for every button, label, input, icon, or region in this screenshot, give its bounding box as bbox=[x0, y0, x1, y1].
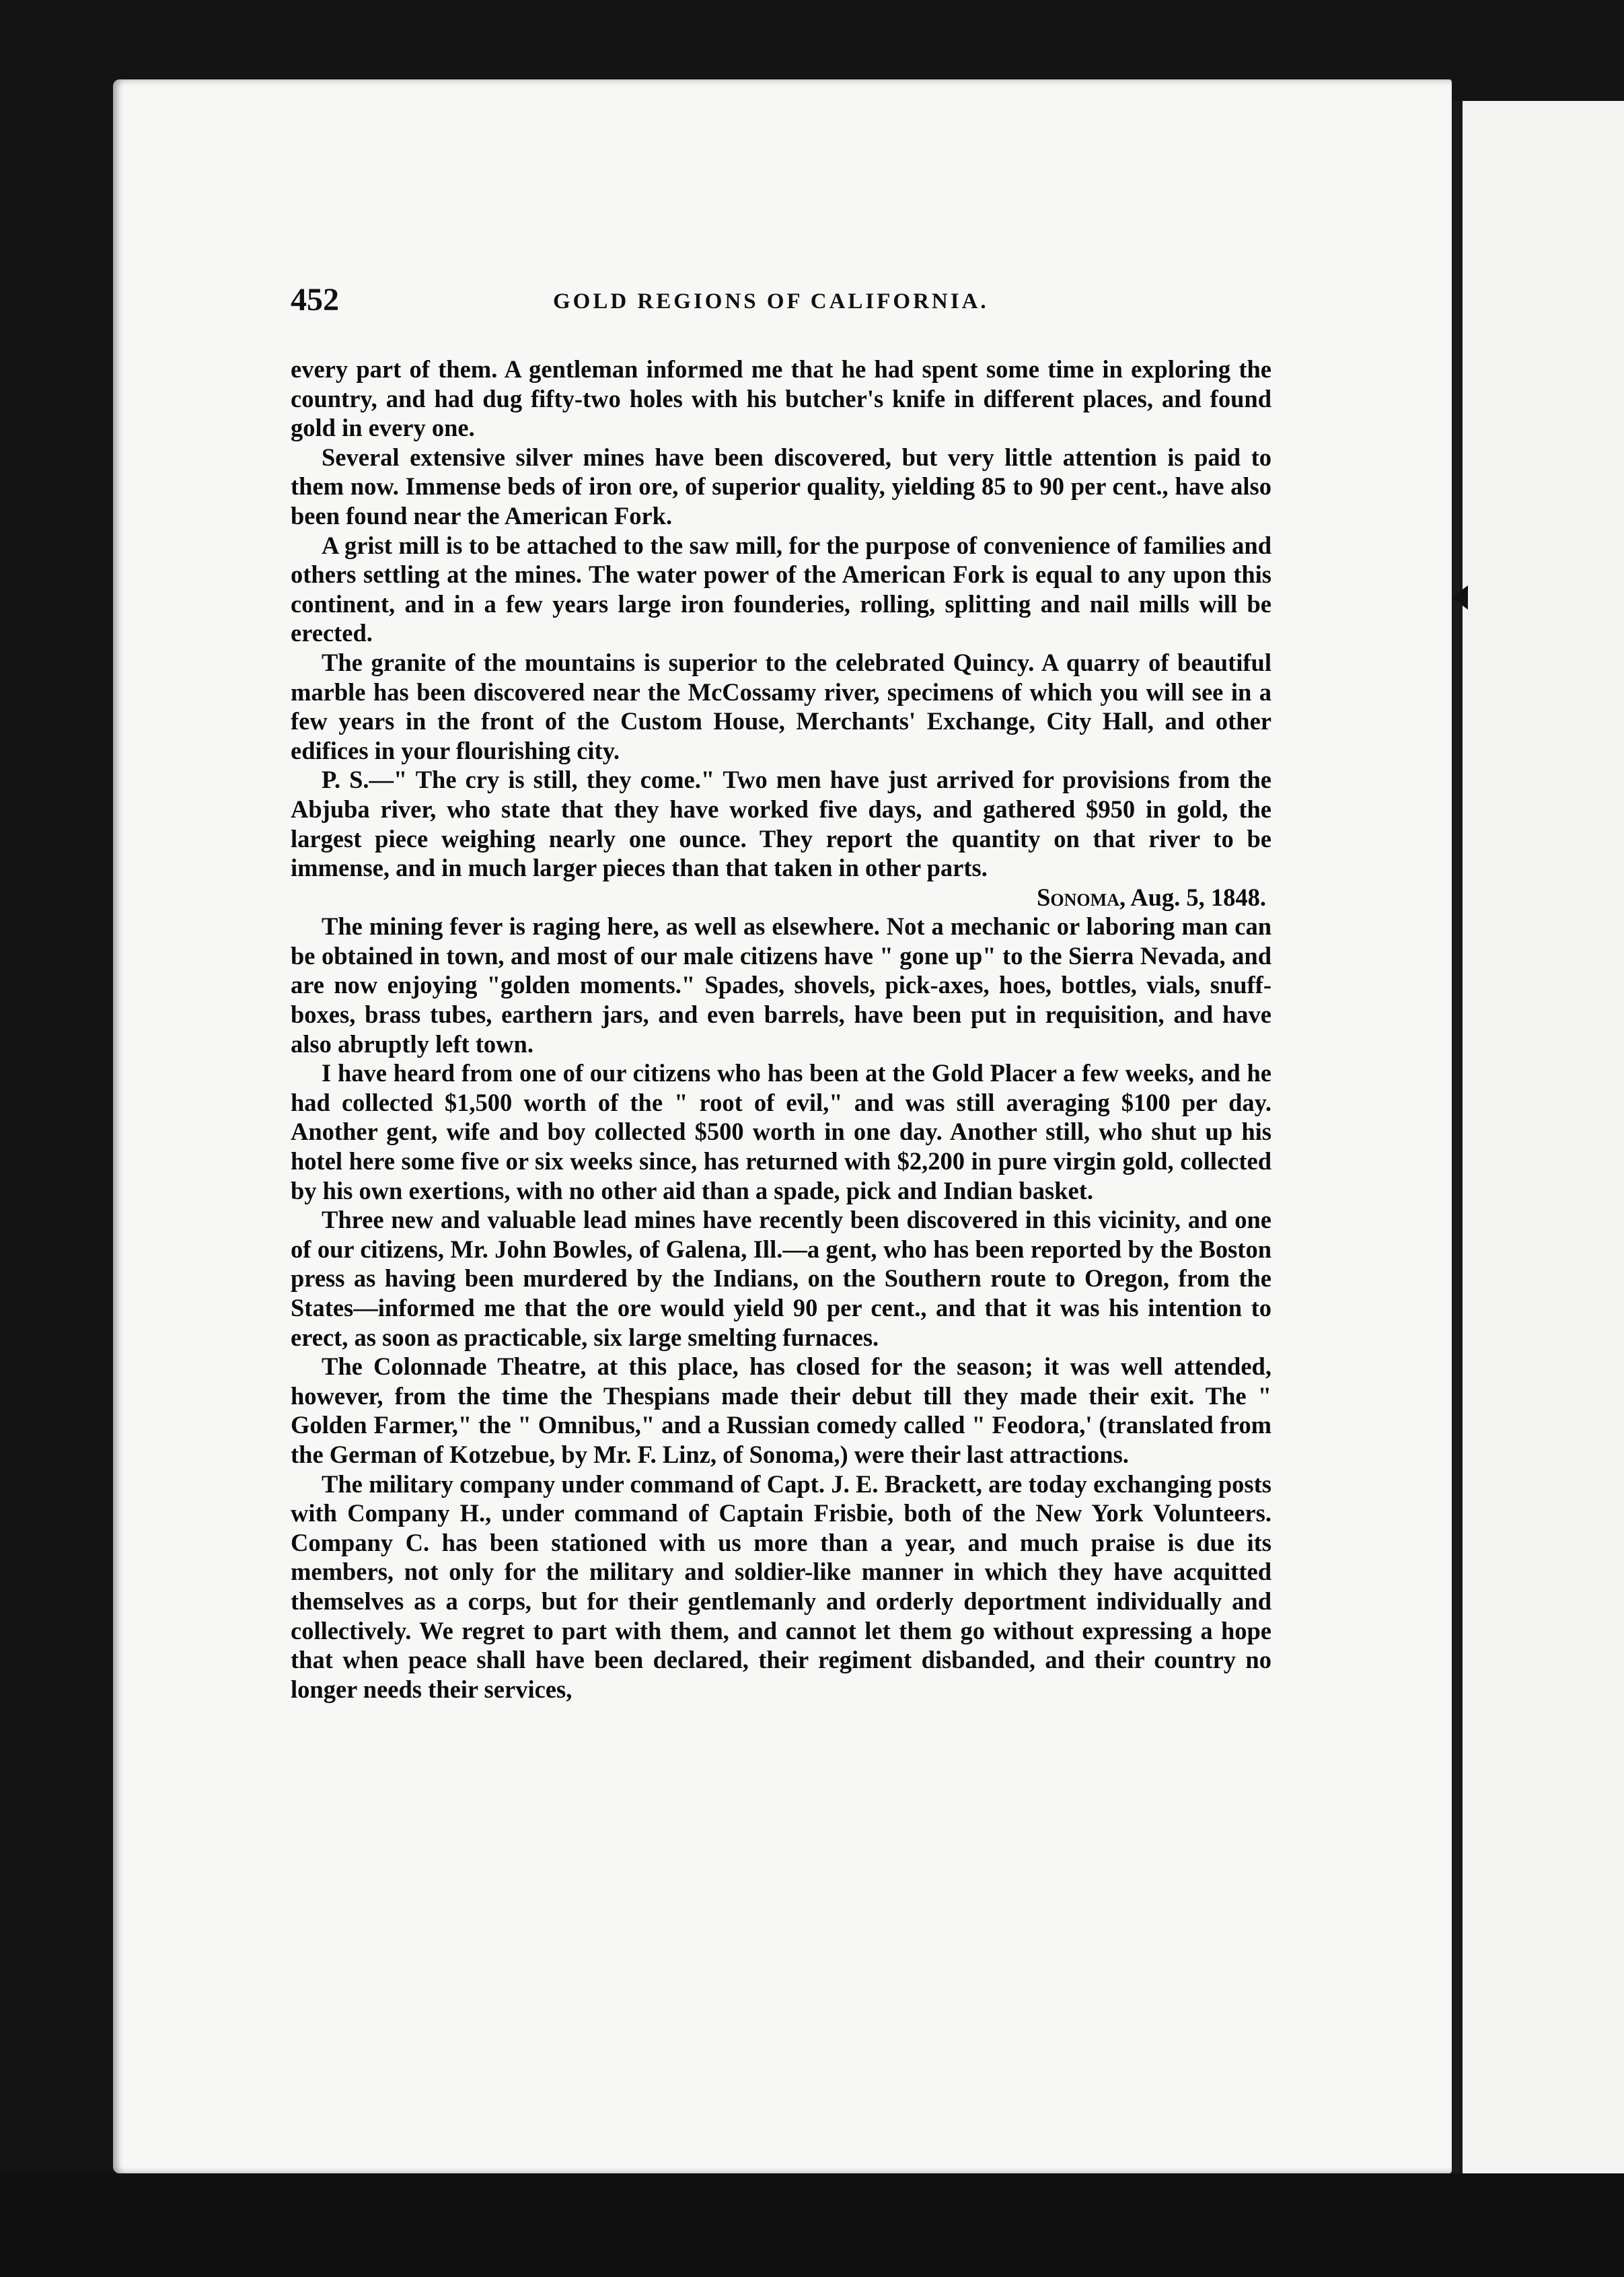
book-spine-gutter bbox=[1452, 101, 1463, 2173]
page-number: 452 bbox=[291, 282, 339, 318]
scan-bottom-border bbox=[0, 2173, 1624, 2277]
paragraph-silver-mines: Several extensive silver mines have been discovered, but very little attention is paid to them now. Immense beds of iron ore, of superior quality, yielding 85 to 90 per cent., have also been found near the American Fork. bbox=[291, 443, 1271, 530]
paragraph-granite: The granite of the mountains is superior to the celebrated Quincy. A quarry of beautiful marble has been discovered near the McCossamy river, specimens of which you will see in a few years in the front of the Custom House, Merchants' Exchange, City Hall, and other edifices in your flourishing city. bbox=[291, 648, 1271, 764]
paragraph-military-company: The military company under command of Capt. J. E. Brackett, are today exchanging posts with Company H., under command of Captain Frisbie, both of the New York Volunteers. Company C. has been stationed with us more than a year, and much praise is due its members, not only for the military and soldier-like manner in which they have acquitted themselves as a corps, but for their gentlemanly and orderly deportment individually and collectively. We regret to part with them, and cannot let them go without expressing a hope that when peace shall have been declared, their regiment disbanded, and their country no longer needs their services, bbox=[291, 1470, 1271, 1703]
paragraph-colonnade-theatre: The Colonnade Theatre, at this place, has closed for the season; it was well attended, however, from the time the Thespians made their debut till they made their exit. The " Golden Farmer," the " Omnibus," and a Russian comedy called " Feodora,' (translated from the German of Kotzebue, by Mr. F. Linz, of Sonoma,) were their last attractions. bbox=[291, 1352, 1271, 1468]
paragraph-continued: every part of them. A gentleman informed me that he had spent some time in exploring the country, and had dug fifty-two holes with his butcher's knife in different places, and found gold in every one. bbox=[291, 355, 1271, 442]
paragraph-grist-mill: A grist mill is to be attached to the saw mill, for the purpose of convenience of families and others settling at the mines. The water power of the American Fork is equal to any upon this continent, and in a few years large iron founderies, rolling, splitting and nail mills will be erected. bbox=[291, 531, 1271, 647]
paragraph-lead-mines: Three new and valuable lead mines have recently been discovered in this vicinity, and one of our citizens, Mr. John Bowles, of Galena, Ill.—a gent, who has been reported by the Boston press as having been murdered by the Indians, on the Southern route to Oregon, from the States—informed me that the ore would yield 90 per cent., and that it was his intention to erect, as soon as practicable, six large smelting furnaces. bbox=[291, 1206, 1271, 1351]
dateline-date: , Aug. 5, 1848. bbox=[1119, 883, 1266, 911]
dateline bbox=[291, 883, 1271, 912]
page-edge-marker-icon bbox=[1452, 585, 1468, 610]
facing-page-edge bbox=[1463, 101, 1624, 2180]
main-text bbox=[291, 355, 1271, 1704]
paragraph-postscript: P. S.—" The cry is still, they come." Two men have just arrived for provisions from the Abjuba river, who state that they have worked five days, and gathered $950 in gold, the largest piece weighing nearly one ounce. They report the quantity on that river to be immense, and in much larger pieces than that taken in other parts. bbox=[291, 766, 1271, 882]
running-title: GOLD REGIONS OF CALIFORNIA. bbox=[553, 289, 989, 314]
running-head bbox=[291, 281, 1273, 322]
dateline-place: Sonoma bbox=[1037, 883, 1119, 911]
paragraph-gold-placer: I have heard from one of our citizens who has been at the Gold Placer a few weeks, and he had collected $1,500 worth of the " root of evil," and was still averaging $100 per day. Another gent, wife and boy collected $500 worth in one day. Another still, who shut up his hotel here some five or six weeks since, has returned with $2,200 in pure virgin gold, collected by his own exertions, with no other aid than a spade, pick and Indian basket. bbox=[291, 1059, 1271, 1204]
paragraph-mining-fever: The mining fever is raging here, as well as elsewhere. Not a mechanic or laboring man can be obtained in town, and most of our male citizens have " gone up" to the Sierra Nevada, and are now enjoying "golden moments." Spades, shovels, pick-axes, hoes, bottles, vials, snuff-boxes, brass tubes, earthern jars, and even barrels, have been put in requisition, and have also abruptly left town. bbox=[291, 912, 1271, 1058]
